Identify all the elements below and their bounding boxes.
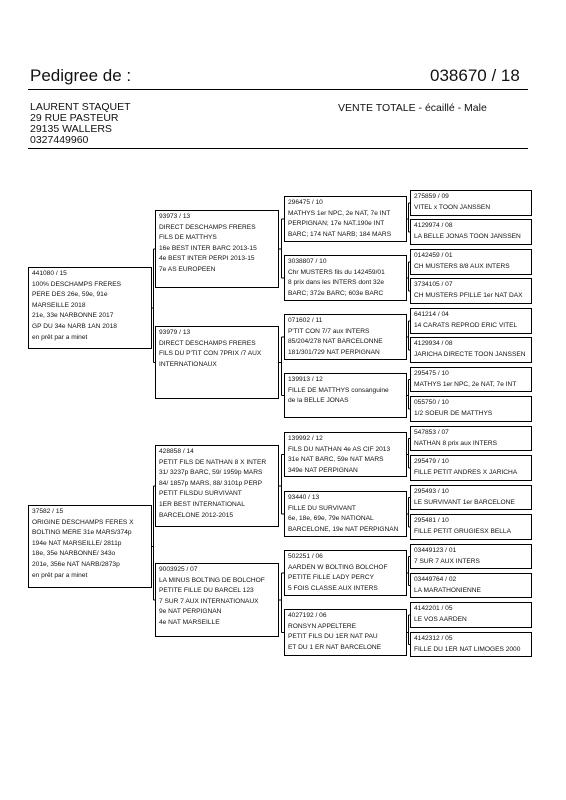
ring-id: 9003925 / 07: [159, 566, 198, 573]
pigeon-note: LE VOS AARDEN: [414, 615, 467, 623]
gen4-pigeon-box: [410, 396, 532, 422]
gen4-pigeon-box: [410, 337, 532, 363]
pigeon-note: BARCELONE, 19e NAT PERPIGNAN: [288, 525, 399, 533]
gen4-pigeon-box: [410, 308, 532, 334]
pigeon-note: 16e BEST INTER BARC 2013-15: [159, 244, 257, 252]
gen4-pigeon-box: [410, 367, 532, 392]
pigeon-note: 100% DESCHAMPS FRERES: [32, 280, 122, 288]
pigeon-note: 7e AS EUROPEEN: [159, 265, 216, 273]
gen3-pigeon-box: [284, 550, 407, 596]
ring-id: 055750 / 10: [414, 399, 449, 406]
gen2-pigeon-box: [155, 445, 279, 527]
gen3-pigeon-box: [284, 491, 407, 537]
pigeon-note: VITEL x TOON JANSSEN: [414, 203, 491, 211]
ring-id: 93973 / 13: [159, 213, 191, 220]
pigeon-note: INTERNATIONAUX: [159, 360, 217, 368]
pigeon-note: 1ER BEST INTERNATIONAL: [159, 500, 245, 508]
pigeon-note: CH MUSTERS PFILLE 1er NAT DAX: [414, 291, 523, 299]
pigeon-note: P'TIT CON 7/7 aux INTERS: [288, 327, 370, 335]
ring-id: 4129974 / 08: [414, 222, 453, 229]
pigeon-note: NATHAN 8 prix aux INTERS: [414, 439, 498, 447]
pigeon-note: AARDEN W BOLTING BOLCHOF: [288, 563, 388, 571]
pigeon-note: 31e NAT BARC, 59e NAT MARS: [288, 456, 384, 464]
gen2-pigeon-box: [155, 563, 279, 637]
pigeon-note: 14 CARATS REPROD ERIC VITEL: [414, 321, 518, 329]
pigeon-note: Chr MUSTERS fils du 142459/01: [288, 268, 385, 276]
pigeon-note: 181/301/729 NAT PERPIGNAN: [288, 348, 380, 356]
gen1-pigeon-box: [28, 267, 152, 349]
pigeon-note: PERPIGNAN; 17e NAT.190e INT: [288, 220, 385, 228]
ring-id: 295479 / 10: [414, 458, 449, 465]
pigeon-note: 31/ 3237p BARC, 59/ 1959p MARS: [159, 469, 263, 477]
gen3-pigeon-box: [284, 255, 407, 301]
pigeon-note: 201e, 356e NAT NARB/2873p: [32, 560, 120, 568]
ring-id: 4142312 / 05: [414, 635, 453, 642]
ring-id: 295475 / 10: [414, 370, 449, 377]
pigeon-note: 84/ 1857p MARS, 88/ 3101p PERP: [159, 479, 263, 487]
pigeon-note: LA BELLE JONAS TOON JANSSEN: [414, 232, 521, 240]
ring-id: 37582 / 15: [32, 508, 64, 515]
pigeon-note: MATHYS 1er NPC, 2e NAT, 7e INT: [288, 209, 391, 217]
pigeon-note: ET DU 1 ER NAT BARCELONE: [288, 643, 382, 651]
pigeon-note: 85/204/278 NAT BARCELONNE: [288, 338, 383, 346]
gen4-pigeon-box: [410, 573, 532, 598]
ring-id: 3038807 / 10: [288, 258, 327, 265]
gen3-pigeon-box: [284, 609, 407, 656]
ring-id: 428858 / 14: [159, 448, 194, 455]
pigeon-note: FILLE DE MATTHYS consanguine: [288, 386, 389, 394]
pigeon-note: de la BELLE JONAS: [288, 397, 349, 405]
ring-id: 275859 / 09: [414, 193, 449, 200]
pigeon-note: 4e NAT MARSEILLE: [159, 618, 220, 626]
pigeon-note: MARSEILLE 2018: [32, 301, 86, 309]
gen4-pigeon-box: [410, 426, 532, 451]
ring-id: 3734105 / 07: [414, 281, 453, 288]
pigeon-note: 194e NAT MARSEILLE/ 2811p: [32, 539, 122, 547]
pigeon-note: FILLE PETIT ANDRES X JARICHA: [414, 468, 518, 476]
pigeon-note: 1/2 SOEUR DE MATTHYS: [414, 409, 493, 417]
ring-id: 295481 / 10: [414, 517, 449, 524]
gen4-pigeon-box: [410, 514, 532, 540]
owner-phone: 0327449960: [30, 134, 89, 146]
gen4-pigeon-box: [410, 485, 532, 510]
ring-id: 502251 / 06: [288, 553, 323, 560]
pigeon-note: BARC; 174 NAT NARB; 184 MARS: [288, 230, 392, 238]
ring-id: 295493 / 10: [414, 488, 449, 495]
owner-street: 29 RUE PASTEUR: [30, 112, 119, 124]
ring-id: 03449123 / 01: [414, 547, 457, 554]
pigeon-note: PERE DES 26e, 59e, 91e: [32, 291, 108, 299]
gen4-pigeon-box: [410, 544, 532, 569]
gen2-pigeon-box: [155, 326, 279, 399]
gen1-pigeon-box: [28, 505, 152, 588]
pigeon-note: ORIGINE DESCHAMPS FERES X: [32, 518, 134, 526]
ring-id: 071602 / 11: [288, 317, 323, 324]
pigeon-note: LA MARATHONIENNE: [414, 586, 481, 594]
pigeon-note: PETITE FILLE DU BARCEL 123: [159, 587, 254, 595]
gen4-pigeon-box: [410, 278, 532, 304]
gen4-pigeon-box: [410, 219, 532, 245]
pigeon-note: MATHYS 1er NPC, 2e NAT, 7e INT: [414, 380, 517, 388]
pigeon-note: BOLTING MERE 31e MARS/374p: [32, 529, 132, 537]
ring-number: 038670 / 18: [430, 66, 520, 85]
pigeon-note: DIRECT DESCHAMPS FRERES: [159, 223, 256, 231]
pigeon-note: LA MINUS BOLTING DE BOLCHOF: [159, 576, 265, 584]
pigeon-note: FILS DU P'TIT CON 7PRIX /7 AUX: [159, 350, 262, 358]
gen4-pigeon-box: [410, 249, 532, 275]
ring-id: 441080 / 15: [32, 270, 67, 277]
gen3-pigeon-box: [284, 196, 407, 242]
pigeon-note: FILS DE MATTHYS: [159, 234, 217, 242]
pigeon-note: PETIT FILS DE NATHAN 8 X INTER: [159, 458, 267, 466]
pigeon-note: 18e, 35e NARBONNE/ 343o: [32, 550, 116, 558]
pigeon-note: en prêt par a minet: [32, 571, 88, 579]
pigeon-note: 6e, 18e, 69e, 79e NATIONAL: [288, 515, 374, 523]
ring-id: 0142459 / 01: [414, 252, 453, 259]
pigeon-note: JARICHA DIRECTE TOON JANSSEN: [414, 350, 526, 358]
pigeon-note: FILS DU NATHAN 4e AS CIF 2013: [288, 445, 391, 453]
pigeon-note: BARCELONE 2012-2015: [159, 511, 234, 519]
pigeon-note: 4e BEST INTER PERPI 2013-15: [159, 255, 255, 263]
pigeon-note: 349e NAT PERPIGNAN: [288, 466, 358, 474]
gen4-pigeon-box: [410, 455, 532, 481]
pigeon-note: 5 FOIS CLASSE AUX INTERS: [288, 584, 378, 592]
pigeon-note: PETIT FILS DU 1ER NAT PAU: [288, 633, 378, 641]
gen2-pigeon-box: [155, 210, 279, 288]
ring-id: 547853 / 07: [414, 429, 449, 436]
ring-id: 139913 / 12: [288, 376, 323, 383]
ring-id: 139992 / 12: [288, 435, 323, 442]
pigeon-note: RONSYN APPELTERE: [288, 622, 357, 630]
ring-id: 93979 / 13: [159, 329, 191, 336]
pigeon-note: 8 prix dans les INTERS dont 32e: [288, 279, 385, 287]
ring-id: 4129934 / 08: [414, 340, 453, 347]
pigeon-note: LE SURVIVANT 1er BARCELONE: [414, 498, 515, 506]
gen4-pigeon-box: [410, 190, 532, 216]
ring-id: 03449764 / 02: [414, 576, 457, 583]
pigeon-note: PETITE FILLE LADY PERCY: [288, 574, 374, 582]
ring-id: 93440 / 13: [288, 494, 320, 501]
owner-name: LAURENT STAQUET: [30, 101, 131, 113]
pigeon-note: 9e NAT PERPIGNAN: [159, 608, 222, 616]
ring-id: 4142201 / 05: [414, 605, 453, 612]
page-title: Pedigree de :: [30, 66, 132, 85]
pigeon-note: PETIT FILSDU SURVIVANT: [159, 490, 242, 498]
owner-city: 29135 WALLERS: [30, 123, 112, 135]
ring-id: 641214 / 04: [414, 311, 449, 318]
sale-info: VENTE TOTALE - écaillé - Male: [338, 102, 487, 114]
pigeon-note: en prêt par a minet: [32, 333, 88, 341]
gen3-pigeon-box: [284, 314, 407, 360]
gen4-pigeon-box: [410, 632, 532, 657]
pigeon-note: FILLE DU SURVIVANT: [288, 504, 356, 512]
pigeon-note: GP DU 34e NARB 1AN 2018: [32, 322, 117, 330]
pigeon-note: 21e, 33e NARBONNE 2017: [32, 312, 114, 320]
gen3-pigeon-box: [284, 432, 407, 477]
pigeon-note: CH MUSTERS 8/8 AUX INTERS: [414, 262, 510, 270]
ring-id: 4027192 / 06: [288, 612, 327, 619]
gen3-pigeon-box: [284, 373, 407, 418]
pigeon-note: FILLE PETIT GRUGIESX BELLA: [414, 527, 511, 535]
pigeon-note: FILLE DU 1ER NAT LIMOGES 2000: [414, 645, 521, 653]
ring-id: 296475 / 10: [288, 199, 323, 206]
pigeon-note: DIRECT DESCHAMPS FRERES: [159, 339, 256, 347]
pigeon-note: BARC; 372e BARC; 603e BARC: [288, 289, 384, 297]
pigeon-note: 7 SUR 7 AUX INTERNATIONAUX: [159, 597, 259, 605]
gen4-pigeon-box: [410, 602, 532, 628]
pigeon-note: 7 SUR 7 AUX INTERS: [414, 557, 480, 565]
